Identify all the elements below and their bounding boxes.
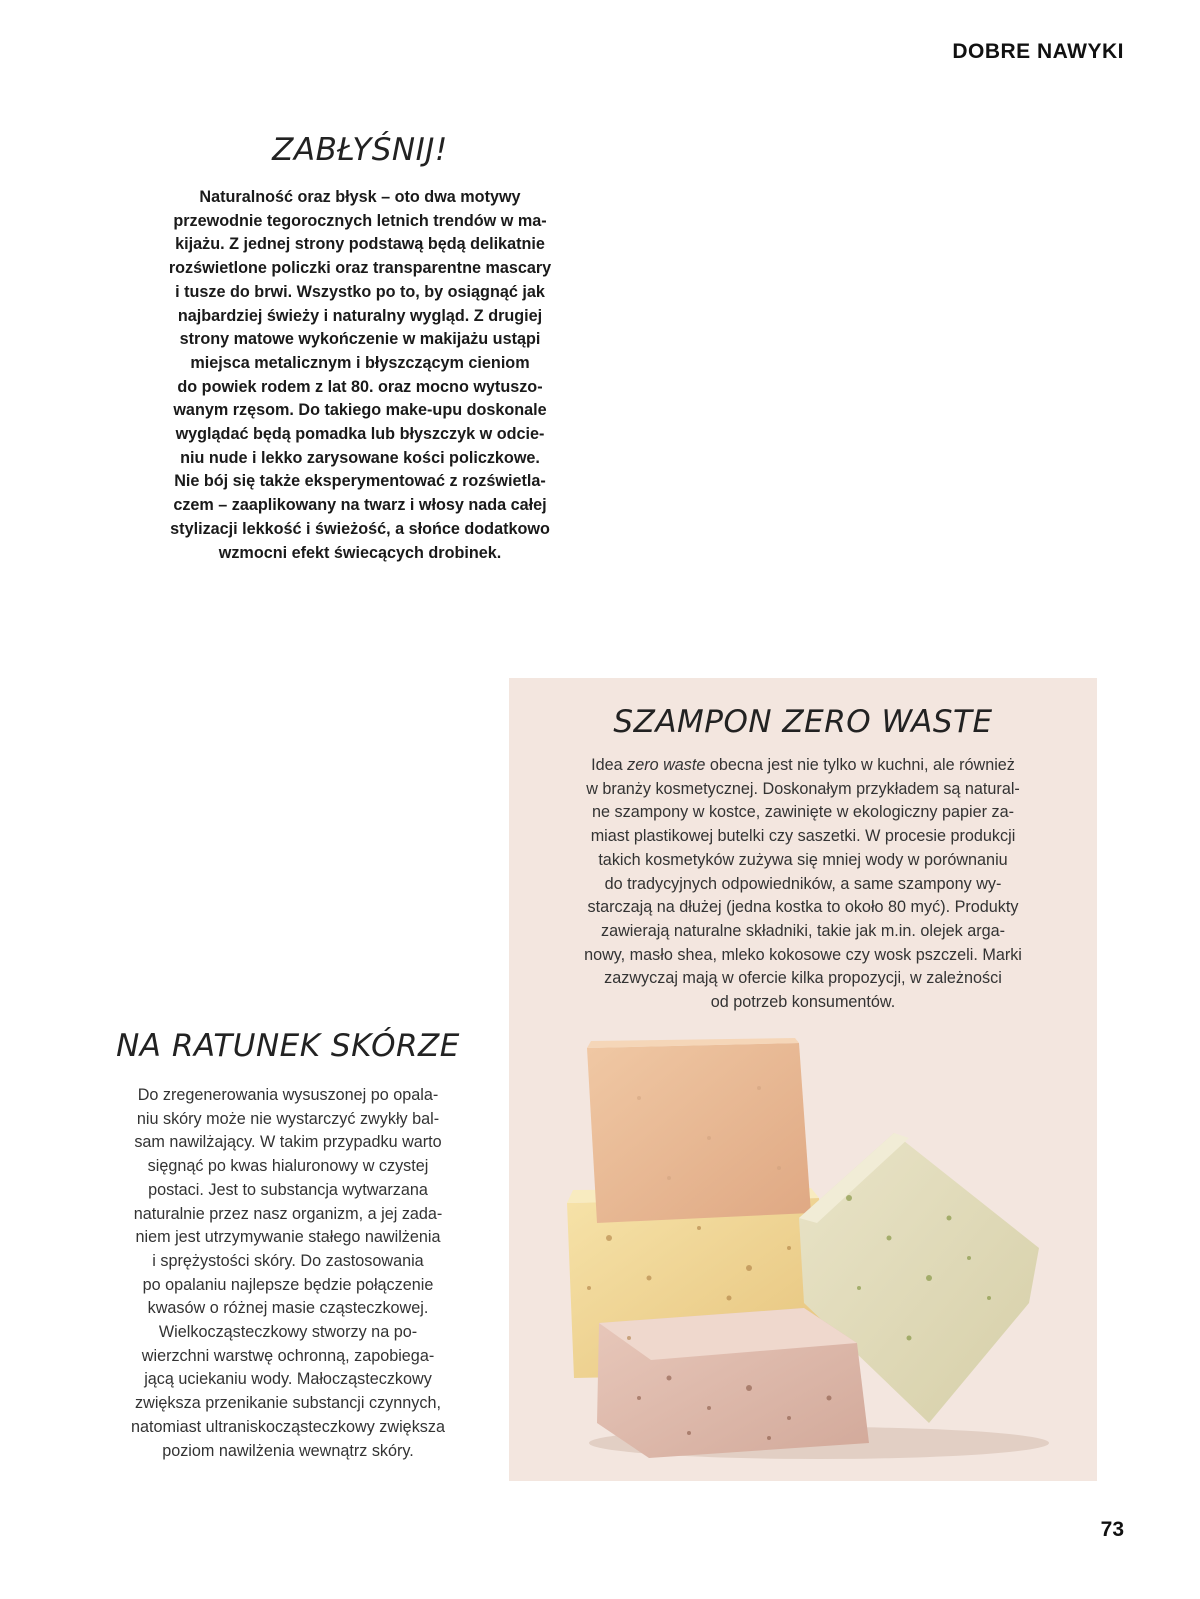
text-line: Idea zero waste obecna jest nie tylko w kuchni, ale również	[591, 756, 1015, 774]
article-body	[539, 754, 1067, 1015]
text-line: wyglądać będą pomadka lub błyszczyk w odcie-	[175, 425, 545, 444]
text-line: strony matowe wykończenie w makijażu ustąpi	[179, 330, 541, 349]
article-title: SZAMPON ZERO WASTE	[613, 704, 993, 740]
text-line: kijażu. Z jednej strony podstawą będą delikatnie	[175, 235, 545, 254]
text-line: jącą uciekaniu wody. Małocząsteczkowy	[144, 1370, 432, 1389]
text-line: wzmocni efekt świecących drobinek.	[218, 543, 502, 562]
text-line: czem – zaaplikowany na twarz i włosy nada całej	[173, 496, 547, 515]
page-number: 73	[1100, 1518, 1124, 1541]
text-line: sam nawilżający. W takim przypadku warto	[134, 1133, 442, 1152]
text-line: miejsca metalicznym i błyszczącym cieniom	[190, 353, 530, 372]
text-line: natomiast ultraniskocząsteczkowy zwiększa	[131, 1417, 445, 1436]
text-line: i sprężystości skóry. Do zastosowania	[152, 1251, 424, 1270]
text-line: Do zregenerowania wysuszonej po opala-	[137, 1086, 439, 1104]
text-line: zawierają naturalne składniki, takie jak m.in. olejek arga-	[601, 921, 1005, 940]
text-line: miast plastikowej butelki czy saszetki. W procesie produkcji	[590, 827, 1016, 846]
text-line: po opalaniu najlepsze będzie połączenie	[142, 1275, 434, 1294]
text-line: sięgnąć po kwas hialuronowy w czystej	[147, 1157, 429, 1176]
text-line: najbardziej świeży i naturalny wygląd. Z drugiej	[177, 306, 543, 325]
text-line: niu skóry może nie wystarczyć zwykły bal-	[136, 1109, 440, 1128]
text-line: do powiek rodem z lat 80. oraz mocno wytuszo-	[177, 377, 543, 396]
text-line: kwasów o różnej masie cząsteczkowej.	[147, 1299, 429, 1318]
article-na-ratunek-skorze	[88, 1024, 488, 1463]
text-line: zwiększa przenikanie substancji czynnych,	[135, 1394, 441, 1413]
text-line: naturalnie przez nasz organizm, a jej zada-	[133, 1204, 443, 1223]
text-line: Nie bój się także eksperymentować z rozświetla-	[174, 472, 546, 491]
article-zero-waste	[539, 700, 1067, 1015]
text-line: takich kosmetyków zużywa się mniej wody w porównaniu	[598, 850, 1008, 869]
text-line: ne szampony w kostce, zawinięte w ekologiczny papier za-	[592, 803, 1014, 822]
text-line: przewodnie tegorocznych letnich trendów w ma-	[173, 211, 547, 230]
article-title: NA RATUNEK SKÓRZE	[116, 1028, 460, 1064]
text-line: niem jest utrzymywanie stałego nawilżenia	[135, 1228, 441, 1247]
article-zablysnij	[140, 128, 580, 565]
text-line: niu nude i lekko zarysowane kości policzkowe.	[180, 448, 540, 467]
zero-waste-box	[509, 678, 1097, 1481]
article-body	[88, 1084, 488, 1463]
text-line: starczają na dłużej (jedna kostka to około 80 myć). Produkty	[587, 898, 1019, 917]
text-line: rozświetlone policzki oraz transparentne mascary	[168, 259, 552, 278]
text-line: postaci. Jest to substancja wytwarzana	[148, 1180, 428, 1199]
text-line: wierzchni warstwę ochronną, zapobiega-	[141, 1346, 435, 1365]
text-line: do tradycyjnych odpowiedników, a same szampony wy-	[604, 874, 1002, 893]
text-line: Wielkocząsteczkowy stworzy na po-	[158, 1323, 418, 1342]
text-line: od potrzeb konsumentów.	[710, 993, 896, 1012]
text-line: stylizacji lekkość i świeżość, a słońce dodatkowo	[170, 519, 550, 538]
section-label: DOBRE NAWYKI	[952, 40, 1124, 63]
text-line: i tusze do brwi. Wszystko po to, by osiągnąć jak	[175, 282, 545, 301]
text-line: w branży kosmetycznej. Doskonałym przykładem są natural-	[586, 779, 1020, 798]
text-line: wanym rzęsom. Do takiego make-upu doskonale	[173, 401, 547, 420]
text-line: Naturalność oraz błysk – oto dwa motywy	[199, 188, 521, 206]
text-line: nowy, masło shea, mleko kokosowe czy wosk pszczeli. Marki	[584, 945, 1022, 964]
article-title: ZABŁYŚNIJ!	[272, 132, 448, 168]
text-line: poziom nawilżenia wewnątrz skóry.	[162, 1441, 414, 1460]
soap-bars-image	[549, 1038, 1069, 1468]
text-line: zazwyczaj mają w ofercie kilka propozycji, w zależności	[604, 969, 1002, 988]
article-body	[140, 186, 580, 565]
